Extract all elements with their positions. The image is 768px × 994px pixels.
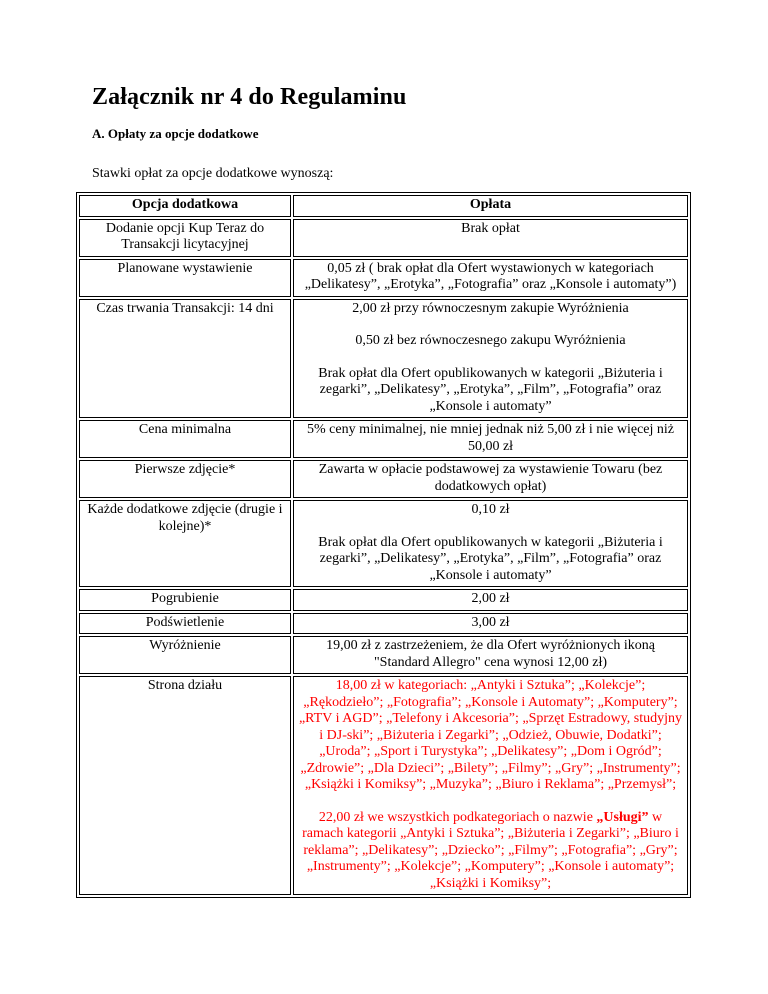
table-row <box>79 420 688 458</box>
fee-cell: 0,05 zł ( brak opłat dla Ofert wystawionych w kategoriach „Delikatesy”, „Erotyka”, „Fotografia” oraz „Konsole i automaty”) <box>293 259 688 297</box>
option-cell: Pogrubienie <box>79 589 291 611</box>
table-header-row <box>79 195 688 217</box>
fee-line: 2,00 zł przy równoczesnym zakupie Wyróżnienia <box>352 300 629 316</box>
fee-services-prefix: 22,00 zł we wszystkich podkategoriach o nazwie <box>318 809 597 825</box>
table-row <box>79 613 688 635</box>
table-row <box>79 589 688 611</box>
option-cell: Podświetlenie <box>79 613 291 635</box>
table-row <box>79 676 688 895</box>
table-row <box>79 299 688 419</box>
fee-cell: 2,00 zł <box>293 589 688 611</box>
fee-services-bold: „Usługi” <box>596 809 649 825</box>
option-cell: Dodanie opcji Kup Teraz do Transakcji licytacyjnej <box>79 219 291 257</box>
table-row <box>79 500 688 587</box>
table-row <box>79 460 688 498</box>
option-cell: Planowane wystawienie <box>79 259 291 297</box>
table-row <box>79 636 688 674</box>
option-cell: Czas trwania Transakcji: 14 dni <box>79 299 291 419</box>
fee-line: 0,10 zł <box>471 502 510 517</box>
fee-line-categories: 18,00 zł w kategoriach: „Antyki i Sztuka”; „Kolekcje”; „Rękodzieło”; „Fotografia”; „Konsole i Automaty”; „Komputery”; „RTV i AGD”; „Telefony i Akcesoria”; „Sprzęt Estradowy, studyjny i DJ-ski”; „Biżuteria i Zegarki”; „Odzież, Obuwie, Dodatki”; „Uroda”; „Sport i Turystyka”; „Delikatesy”; „Dom i Ogród”; „Zdrowie”; „Dla Dzieci”; „Bilety”; „Filmy”; „Gry”; „Instrumenty”; „Książki i Komiksy”; „Muzyka”; „Biuro i Reklama”; „Przemysł”; <box>298 678 683 792</box>
fee-cell: Brak opłat <box>293 219 688 257</box>
section-heading: A. Opłaty za opcje dodatkowe <box>92 126 259 141</box>
option-cell: Wyróżnienie <box>79 636 291 674</box>
intro-text: Stawki opłat za opcje dodatkowe wynoszą: <box>92 166 334 181</box>
fee-cell <box>293 500 688 587</box>
fee-cell <box>293 676 688 895</box>
fee-cell <box>293 299 688 419</box>
fee-cell: 19,00 zł z zastrzeżeniem, że dla Ofert wyróżnionych ikoną "Standard Allegro" cena wynosi 12,00 zł) <box>293 636 688 674</box>
option-cell: Pierwsze zdjęcie* <box>79 460 291 498</box>
header-option: Opcja dodatkowa <box>79 195 291 217</box>
header-fee: Opłata <box>293 195 688 217</box>
page-title: Załącznik nr 4 do Regulaminu <box>92 84 407 110</box>
fee-cell: 5% ceny minimalnej, nie mniej jednak niż 5,00 zł i nie więcej niż 50,00 zł <box>293 420 688 458</box>
fee-note: Brak opłat dla Ofert opublikowanych w kategorii „Biżuteria i zegarki”, „Delikatesy”, „Erotyka”, „Film”, „Fotografia” oraz „Konsole i automaty” <box>318 534 663 583</box>
option-cell: Każde dodatkowe zdjęcie (drugie i kolejne)* <box>79 500 291 587</box>
fee-line-services <box>297 810 684 893</box>
fee-line: 0,50 zł bez równoczesnego zakupu Wyróżnienia <box>355 333 626 348</box>
fee-note: Brak opłat dla Ofert opublikowanych w kategorii „Biżuteria i zegarki”, „Delikatesy”, „Erotyka”, „Film”, „Fotografia” oraz „Konsole i automaty” <box>318 365 663 414</box>
fee-cell: Zawarta w opłacie podstawowej za wystawienie Towaru (bez dodatkowych opłat) <box>293 460 688 498</box>
fee-services-suffix: w ramach kategorii „Antyki i Sztuka”; „Biżuteria i Zegarki”; „Biuro i reklama”; „Delikatesy”; „Dziecko”; „Filmy”; „Fotografia”; „Gry”; „Instrumenty”; „Kolekcje”; „Komputery”; „Konsole i automaty”; „Książki i Komiksy”; <box>302 809 679 891</box>
option-cell: Cena minimalna <box>79 420 291 458</box>
table-row <box>79 259 688 297</box>
option-cell: Strona działu <box>79 676 291 895</box>
fee-cell: 3,00 zł <box>293 613 688 635</box>
fees-table <box>76 192 691 898</box>
table-row <box>79 219 688 257</box>
